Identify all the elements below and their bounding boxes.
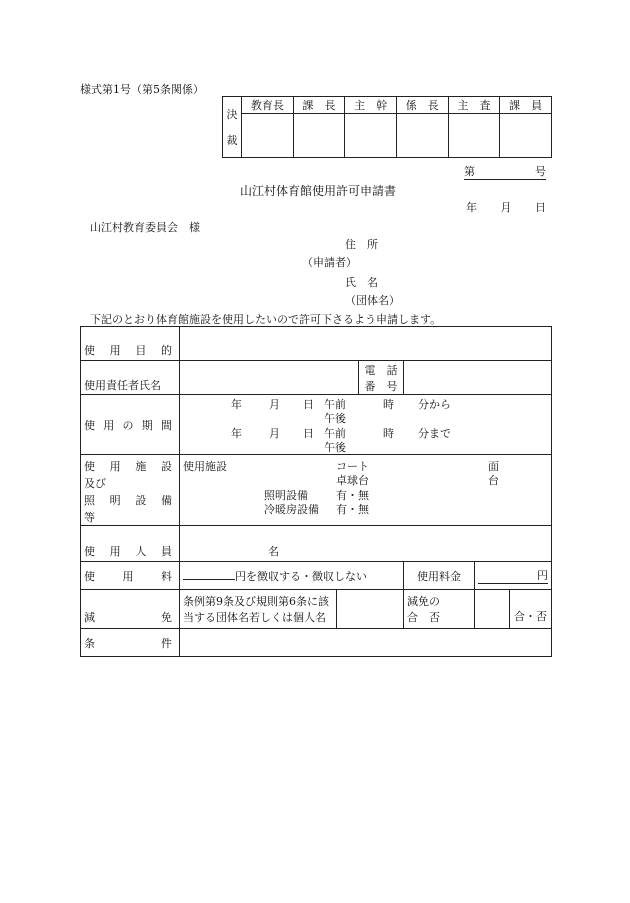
approval-side-label: 決 裁	[223, 97, 242, 158]
seal-box[interactable]	[448, 114, 500, 158]
period-field[interactable]: 年 月 日 午前 午後 時 分から 年 月 日 午前 午後 時 分まで	[180, 395, 552, 455]
conditions-label: 条 件	[81, 629, 180, 657]
date-line: 年 月 日	[466, 201, 546, 214]
approval-role: 教育長	[242, 97, 294, 114]
responsible-label: 使用責任者氏名	[81, 361, 180, 395]
form-number: 様式第1号（第5条関係）	[80, 83, 204, 96]
exemption-label: 減 免	[81, 590, 180, 629]
phone-field[interactable]	[404, 361, 552, 395]
approval-role: 主 査	[448, 97, 500, 114]
approval-role: 係 長	[396, 97, 448, 114]
fee-amount-field[interactable]: 円	[475, 562, 552, 590]
application-table	[80, 326, 552, 657]
seal-box[interactable]	[242, 114, 294, 158]
period-label: 使 用 の 期 間	[81, 395, 180, 455]
seal-box[interactable]	[345, 114, 397, 158]
seal-box[interactable]	[293, 114, 345, 158]
applicant-address-label: 住 所	[345, 238, 378, 251]
pass-fail-field[interactable]: 合・否	[475, 590, 552, 629]
seal-box[interactable]	[396, 114, 448, 158]
seal-box[interactable]	[500, 114, 552, 158]
fee-field[interactable]: 円を徴収する・徴収しない	[180, 562, 404, 590]
addressee: 山江村教育委員会 様	[90, 221, 200, 234]
exemption-name-field[interactable]	[337, 590, 404, 629]
group-note: （団体名）	[345, 294, 400, 307]
facility-label: 使 用 施 設 及び 照 明 設 備 等	[81, 455, 180, 526]
phone-label: 電 話 番 号	[359, 361, 404, 395]
fee-amount-label: 使用料金	[404, 562, 475, 590]
purpose-label: 使 用 目 的	[81, 327, 180, 361]
people-field[interactable]: 名	[180, 526, 552, 562]
doc-number-field[interactable]: 第 号	[464, 165, 546, 178]
approval-role: 課 員	[500, 97, 552, 114]
exemption-result-label: 減免の 合 否	[404, 590, 475, 629]
form-title: 山江村体育館使用許可申請書	[240, 184, 397, 198]
applicant-name-label: 氏 名	[345, 276, 378, 289]
approval-role: 主 幹	[345, 97, 397, 114]
people-label: 使 用 人 員	[81, 526, 180, 562]
conditions-field[interactable]	[180, 629, 552, 657]
exemption-description: 条例第9条及び規則第6条に該 当する団体名若しくは個人名	[180, 590, 337, 629]
approval-role: 課 長	[293, 97, 345, 114]
approval-table	[222, 96, 552, 158]
applicant-note: （申請者）	[302, 256, 357, 269]
facility-field[interactable]: 使用施設 コート 面 卓球台 台 照明設備 有・無 冷暖房設備 有・無	[180, 455, 552, 526]
intro-text: 下記のとおり体育館施設を使用したいので許可下さるよう申請します。	[90, 313, 442, 326]
fee-label: 使 用 料	[81, 562, 180, 590]
purpose-field[interactable]	[180, 327, 552, 361]
responsible-name-field[interactable]	[180, 361, 359, 395]
